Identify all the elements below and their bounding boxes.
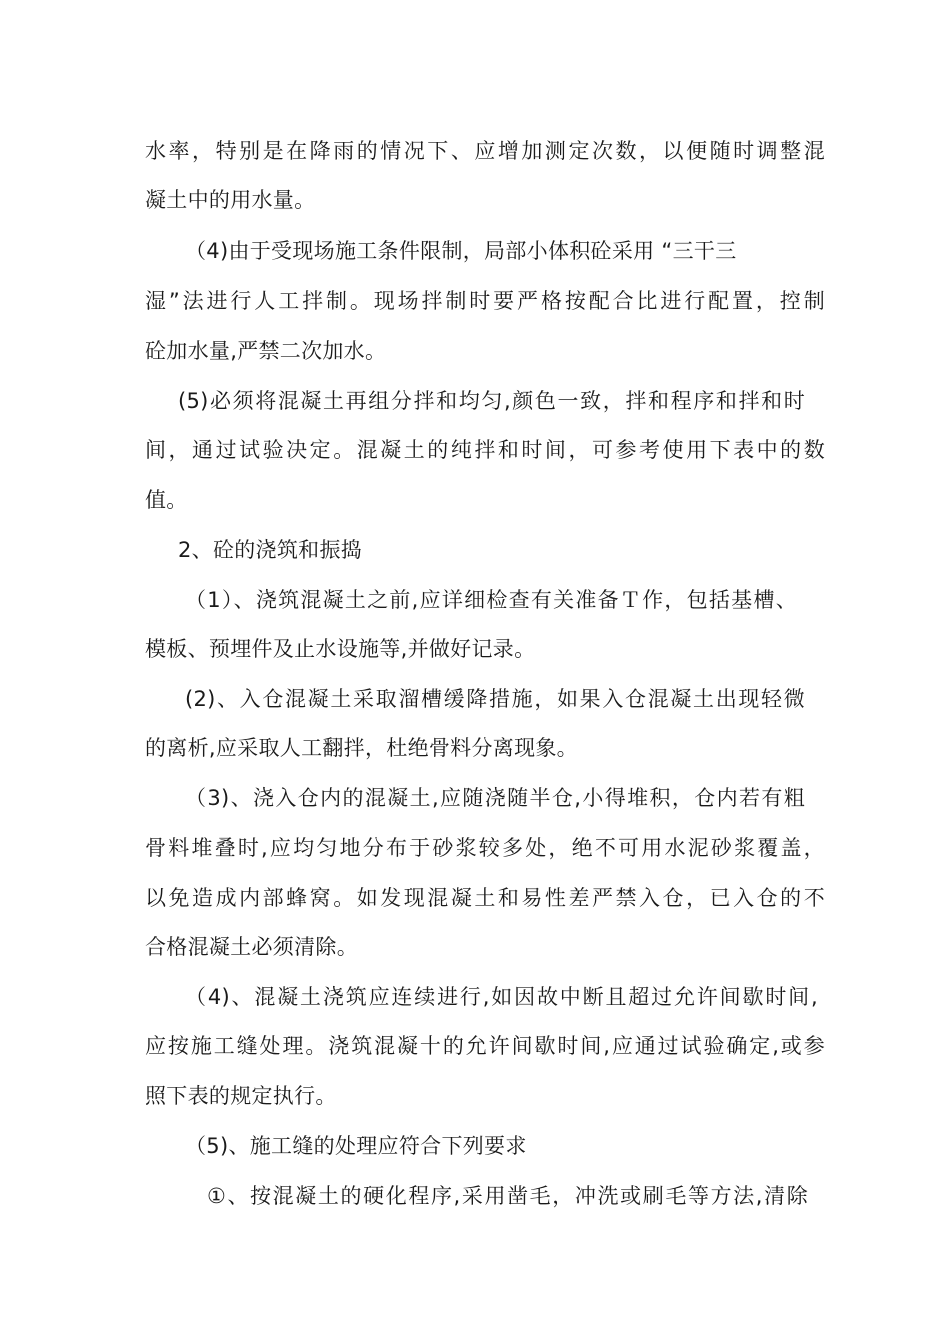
text-line: 湿”法进行人工拌制。现场拌制时要严格按配合比进行配置，控制 [145, 289, 825, 313]
text-line: （5)、施工缝的处理应符合下列要求 [185, 1134, 527, 1158]
text-line: 应按施工缝处理。浇筑混凝十的允许间歇时间,应通过试验确定,或参 [145, 1034, 825, 1058]
text-line: （3)、浇入仓内的混凝土,应随浇随半仓,小得堆积，仓内若有粗 [185, 786, 805, 810]
text-line: 以免造成内部蜂窝。如发现混凝土和易性差严禁入仓，已入仓的不 [145, 886, 825, 910]
section-heading: 2、砼的浇筑和振捣 [178, 538, 363, 562]
text-line: 凝土中的用水量。 [145, 188, 316, 212]
text-line: （1）、浇筑混凝土之前,应详细检查有关准备Ｔ作，包括基槽、 [185, 588, 797, 612]
text-line: 合格混凝土必须清除。 [145, 935, 358, 959]
text-line: 的离析,应采取人工翻拌，杜绝骨料分离现象。 [145, 736, 578, 760]
text-line: 水率，特别是在降雨的情况下、应增加测定次数，以便随时调整混 [145, 139, 825, 163]
text-line: (5)必须将混凝土再组分拌和均匀,颜色一致，拌和程序和拌和时 [178, 389, 805, 413]
text-line: 照下表的规定执行。 [145, 1084, 337, 1108]
text-line: 值。 [145, 488, 188, 512]
text-line: 间，通过试验决定。混凝土的纯拌和时间，可参考使用下表中的数 [145, 438, 825, 462]
text-line: （4)由于受现场施工条件限制，局部小体积砼采用 “三干三 [185, 239, 737, 263]
text-line: 骨料堆叠时,应均匀地分布于砂浆较多处，绝不可用水泥砂浆覆盖， [145, 836, 825, 860]
text-line: 砼加水量,严禁二次加水。 [145, 339, 387, 363]
text-line: 模板、预埋件及止水设施等,并做好记录。 [145, 637, 536, 661]
text-line: (2)、入仓混凝土采取溜槽缓降措施，如果入仓混凝土出现轻微 [185, 687, 805, 711]
text-line: ①、按混凝土的硬化程序,采用凿毛，冲洗或刷毛等方法,清除 [207, 1184, 808, 1208]
text-line: （4)、混凝土浇筑应连续进行,如因故中断且超过允许间歇时间, [185, 985, 818, 1009]
